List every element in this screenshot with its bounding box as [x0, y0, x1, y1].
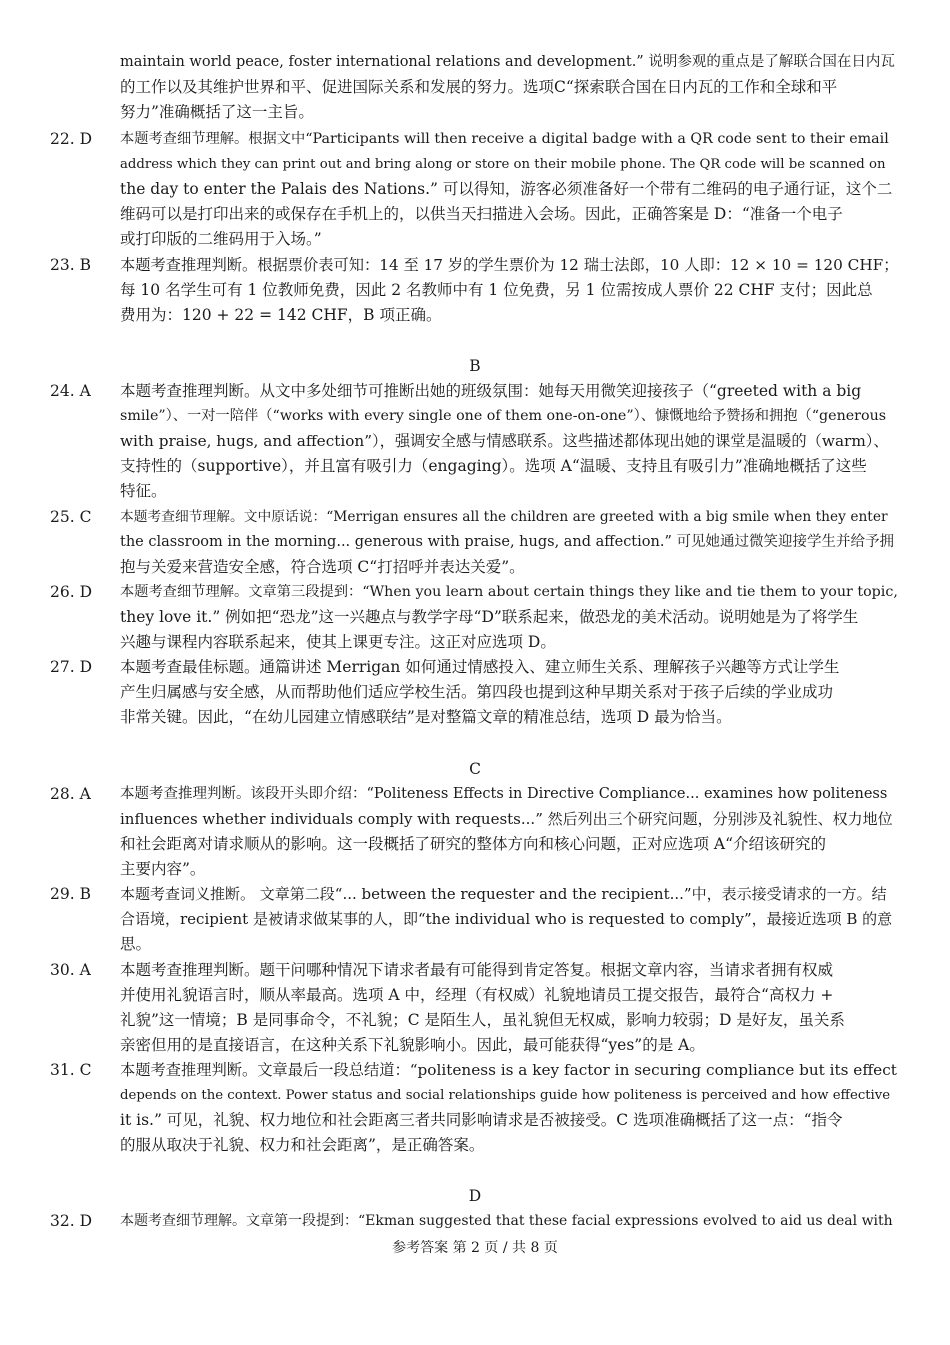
text-line: 本题考查词义推断。 文章第二段“... between the requester and the recipient...”中，表示接受请求的一方。结 [120, 885, 887, 903]
explanation [120, 782, 898, 882]
text-line: 本题考查细节理解。文中原话说：“Merrigan ensures all the children are greeted with a big smile when they enter [120, 509, 888, 525]
question-number: 31. C [50, 1061, 92, 1079]
text-line: it is.” 可见，礼貌、权力地位和社会距离三者共同影响请求是否被接受。C 选项准确概括了这一点：“指令 [120, 1111, 843, 1129]
section-heading-b: B [469, 357, 481, 375]
text-line: 主要内容”。 [120, 860, 206, 878]
text-line: 本题考查推理判断。根据票价表可知：14 至 17 岁的学生票价为 12 瑞士法郎，10 人即：12 × 10 = 120 CHF； [120, 256, 898, 274]
text-line: 每 10 名学生可有 1 位教师免费，因此 2 名教师中有 1 位免费，另 1 位需按成人票价 22 CHF 支付；因此总 [120, 281, 873, 299]
text-line: 本题考查推理判断。从文中多处细节可推断出她的班级氛围：她每天用微笑迎接孩子（“greeted with a big [120, 382, 862, 400]
text-line: 本题考查细节理解。根据文中“Participants will then receive a digital badge with a QR code sent to their email [120, 131, 889, 147]
explanation [120, 958, 898, 1058]
text-line: 特征。 [120, 482, 167, 500]
text-line: 支持性的（supportive），并且富有吸引力（engaging）。选项 A“温暖、支持且有吸引力”准确地概括了这些 [120, 457, 867, 475]
text-line: 或打印版的二维码用于入场。” [120, 230, 322, 248]
text-line: 产生归属感与安全感，从而帮助他们适应学校生活。第四段也提到这种早期关系对于孩子后续的学业成功 [120, 683, 834, 701]
question-number: 28. A [50, 785, 91, 803]
explanation [120, 505, 898, 580]
question-number: 27. D [50, 658, 93, 676]
text-line: 的服从取决于礼貌、权力和社会距离”，是正确答案。 [120, 1136, 485, 1154]
explanation [120, 379, 898, 504]
page-footer: 参考答案 第 2 页 / 共 8 页 [392, 1240, 558, 1256]
text-line: maintain world peace, foster international relations and development.” 说明参观的重点是了解联合国在日内瓦 [120, 54, 895, 70]
text-line: 本题考查细节理解。文章第三段提到：“When you learn about certain things they like and tie them to your topic, [120, 584, 898, 600]
question-number: 24. A [50, 382, 91, 400]
explanation [120, 253, 898, 328]
text-line: 和社会距离对请求顺从的影响。这一段概括了研究的整体方向和核心问题，正对应选项 A“介绍该研究的 [120, 835, 827, 853]
text-line: depends on the context. Power status and social relationships guide how politeness is perceived and how effective [120, 1088, 891, 1103]
text-line: with praise, hugs, and affection”），强调安全感与情感联系。这些描述都体现出她的课堂是温暖的（warm）、 [120, 432, 889, 450]
text-line: 思。 [120, 935, 152, 953]
question-number: 30. A [50, 961, 91, 979]
section-heading-c: C [469, 760, 481, 778]
text-line: the day to enter the Palais des Nations.” 可以得知，游客必须准备好一个带有二维码的电子通行证，这个二 [120, 180, 893, 198]
section-heading-d: D [468, 1187, 482, 1205]
explanation [120, 1058, 898, 1158]
text-line: the classroom in the morning... generous with praise, hugs, and affection.” 可见她通过微笑迎接学生并给予拥 [120, 534, 894, 550]
text-line: 本题考查推理判断。该段开头即介绍：“Politeness Effects in Directive Compliance... examines how politeness [120, 786, 888, 802]
text-line: 本题考查细节理解。文章第一段提到：“Ekman suggested that these facial expressions evolved to aid us deal with [120, 1213, 893, 1229]
question-number: 29. B [50, 885, 91, 903]
text-line: 维码可以是打印出来的或保存在手机上的，以供当天扫描进入会场。因此，正确答案是 D：“准备一个电子 [120, 205, 843, 223]
question-number: 26. D [50, 583, 93, 601]
text-line: 费用为：120 + 22 = 142 CHF，B 项正确。 [120, 306, 442, 324]
text-line: 兴趣与课程内容联系起来，使其上课更专注。这正对应选项 D。 [120, 633, 556, 651]
question-number: 25. C [50, 508, 92, 526]
continued-explanation [120, 50, 898, 125]
text-line: they love it.” 例如把“恐龙”这一兴趣点与教学字母“D”联系起来，做恐龙的美术活动。说明她是为了将学生 [120, 608, 859, 626]
explanation [120, 580, 898, 655]
question-number: 23. B [50, 256, 91, 274]
text-line: 亲密但用的是直接语言，在这种关系下礼貌影响小。因此，最可能获得“yes”的是 A。 [120, 1036, 705, 1054]
explanation [120, 882, 898, 957]
question-number: 32. D [50, 1212, 93, 1230]
question-number: 22. D [50, 130, 93, 148]
text-line: 合语境，recipient 是被请求做某事的人，即“the individual who is requested to comply”，最接近选项 B 的意 [120, 910, 893, 928]
text-line: 本题考查最佳标题。通篇讲述 Merrigan 如何通过情感投入、建立师生关系、理解孩子兴趣等方式让学生 [120, 658, 840, 676]
text-line: 努力”准确概括了这一主旨。 [120, 103, 314, 121]
text-line: 的工作以及其维护世界和平、促进国际关系和发展的努力。选项C“探索联合国在日内瓦的工作和全球和平 [120, 78, 838, 96]
text-line: 非常关键。因此，“在幼儿园建立情感联结”是对整篇文章的精准总结，选项 D 最为恰当。 [120, 708, 732, 726]
text-line: 抱与关爱来营造安全感，符合选项 C“打招呼并表达关爱”。 [120, 558, 525, 576]
text-line: 本题考查推理判断。文章最后一段总结道：“politeness is a key factor in securing compliance but its effect [120, 1061, 897, 1079]
explanation [120, 127, 898, 252]
text-line: smile”）、一对一陪伴（“works with every single one of them one-on-one”）、慷慨地给予赞扬和拥抱（“generous [120, 408, 887, 424]
text-line: address which they can print out and bring along or store on their mobile phone. The QR code will be scanned on [120, 157, 886, 172]
explanation [120, 655, 898, 730]
text-line: influences whether individuals comply with requests...” 然后列出三个研究问题，分别涉及礼貌性、权力地位 [120, 810, 893, 828]
text-line: 并使用礼貌语言时，顺从率最高。选项 A 中，经理（有权威）礼貌地请员工提交报告，最符合“高权力 + [120, 986, 834, 1004]
explanation [120, 1209, 898, 1234]
text-line: 礼貌”这一情境；B 是同事命令，不礼貌；C 是陌生人，虽礼貌但无权威，影响力较弱；D 是好友，虽关系 [120, 1011, 845, 1029]
text-line: 本题考查推理判断。题干问哪种情况下请求者最有可能得到肯定答复。根据文章内容，当请求者拥有权威 [120, 961, 834, 979]
